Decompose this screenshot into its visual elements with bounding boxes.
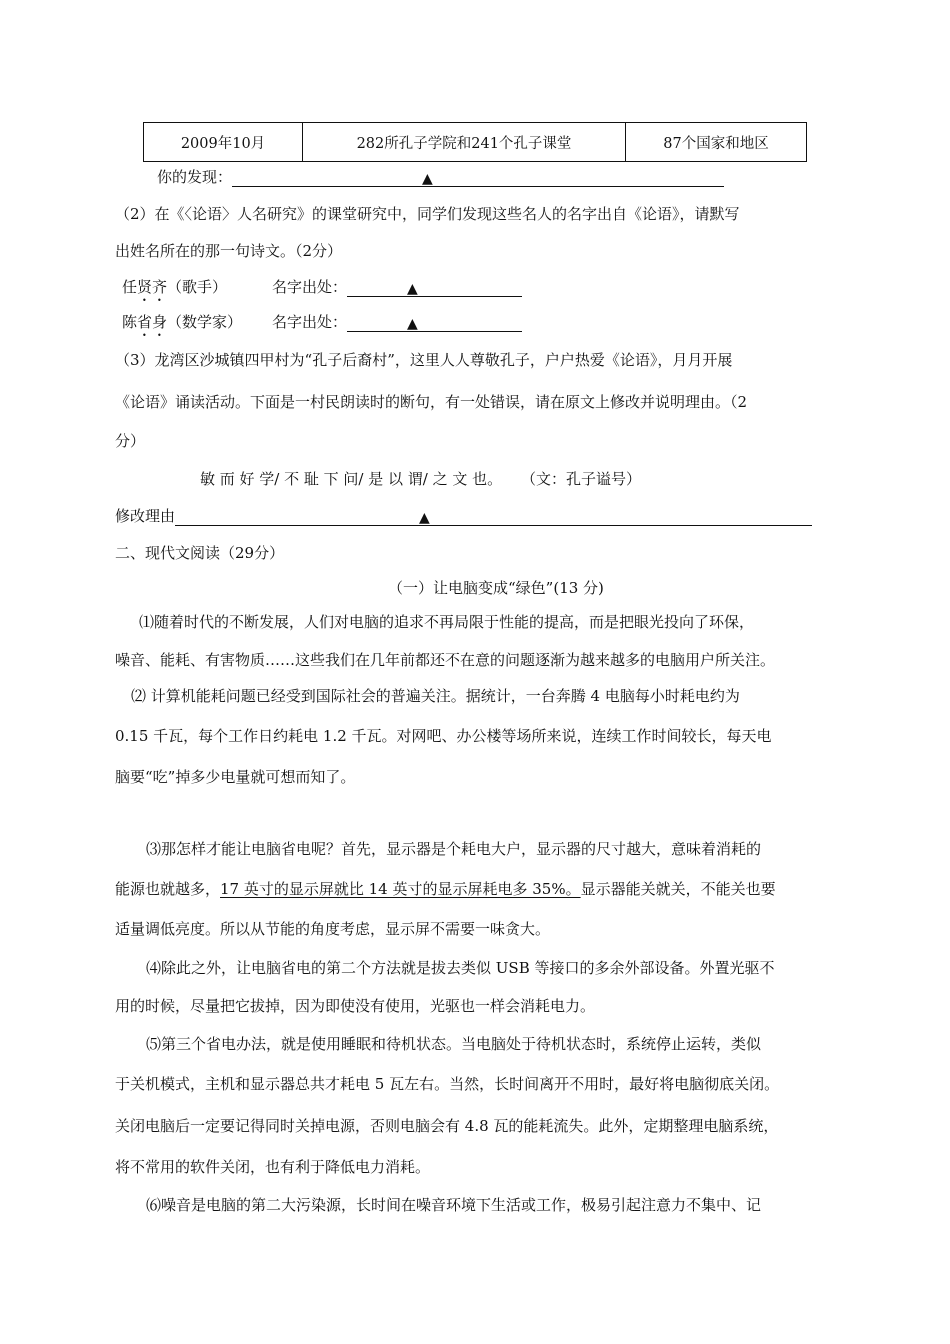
p4-line2: 用的时候，尽量把它拔掉，因为即使没有使用，光驱也一样会消耗电力。 xyxy=(115,997,596,1015)
p5-line3: 关闭电脑后一定要记得同时关掉电源，否则电脑会有 4.8 瓦的能耗流失。此外，定期整理电脑系统， xyxy=(115,1117,779,1135)
triangle-icon: ▲ xyxy=(407,281,418,297)
reason-label: 修改理由 xyxy=(115,507,176,525)
person2-given-name: 省身 xyxy=(137,313,168,331)
section2-subheading: （一）让电脑变成“绿色”(13 分) xyxy=(388,579,604,597)
p3-line2 xyxy=(115,878,776,899)
q3-sentence: 敏 而 好 学/ 不 耻 下 问/ 是 以 谓/ 之 文 也。 xyxy=(200,470,503,488)
p5-line2: 于关机模式，主机和显示器总共才耗电 5 瓦左右。当然，长时间离开不用时，最好将电脑彻底关闭。 xyxy=(115,1075,780,1093)
source2-answer-blank[interactable] xyxy=(347,315,522,332)
q3-line3: 分） xyxy=(115,432,146,450)
section2-heading: 二、现代文阅读（29分） xyxy=(115,544,285,562)
table-cell-institutes: 282所孔子学院和241个孔子课堂 xyxy=(303,123,626,162)
q2-line1: （2）在《〈论语〉人名研究》的课堂研究中，同学们发现这些名人的名字出自《论语》，请默写 xyxy=(115,205,740,223)
triangle-icon: ▲ xyxy=(419,510,430,526)
q2-person1-line xyxy=(122,276,227,305)
person1-given-name: 贤齐 xyxy=(137,278,168,296)
q3-line2: 《论语》诵读活动。下面是一村民朗读时的断句，有一处错误，请在原文上修改并说明理由。（2 xyxy=(115,393,748,411)
q2-source1 xyxy=(272,276,522,297)
discovery-answer-blank[interactable] xyxy=(232,170,724,187)
p3-line3: 适量调低亮度。所以从节能的角度考虑，显示屏不需要一味贪大。 xyxy=(115,920,551,938)
q3-line1: （3）龙湾区沙城镇四甲村为“孔子后裔村”，这里人人尊敬孔子，户户热爱《论语》，月月开展 xyxy=(115,351,733,369)
source-label: 名字出处： xyxy=(272,278,348,296)
q2-source2 xyxy=(272,311,522,332)
info-table xyxy=(143,122,807,162)
discovery-label: 你的发现： xyxy=(157,168,233,186)
p4-line1: ⑷除此之外，让电脑省电的第二个方法就是拔去类似 USB 等接口的多余外部设备。外置光驱不 xyxy=(146,959,775,977)
p3-line2-pre: 能源也就越多， xyxy=(115,880,221,898)
p1-line1: ⑴随着时代的不断发展，人们对电脑的追求不再局限于性能的提高，而是把眼光投向了环保， xyxy=(139,613,755,631)
person2-surname: 陈 xyxy=(122,313,138,331)
person1-note: （歌手） xyxy=(167,278,228,296)
reason-answer-blank[interactable] xyxy=(175,509,812,526)
p2-line2: 0.15 千瓦，每个工作日约耗电 1.2 千瓦。对网吧、办公楼等场所来说，连续工作时间较长，每天电 xyxy=(115,727,772,745)
table-row xyxy=(144,123,807,162)
discovery-line xyxy=(157,166,724,187)
p3-underlined-sentence: 17 英寸的显示屏就比 14 英寸的显示屏耗电多 35%。 xyxy=(220,880,581,898)
p5-line1: ⑸第三个省电办法，就是使用睡眠和待机状态。当电脑处于待机状态时，系统停止运转，类似 xyxy=(146,1035,762,1053)
p2-line3: 脑要“吃”掉多少电量就可想而知了。 xyxy=(115,768,356,786)
p6-line1: ⑹噪音是电脑的第二大污染源，长时间在噪音环境下生活或工作，极易引起注意力不集中、记 xyxy=(146,1196,762,1214)
source1-answer-blank[interactable] xyxy=(347,280,522,297)
p3-line2-post: 显示器能关就关，不能关也要 xyxy=(580,880,776,898)
p3-line1: ⑶那怎样才能让电脑省电呢？首先，显示器是个耗电大户，显示器的尺寸越大，意味着消耗的 xyxy=(146,840,762,858)
p5-line4: 将不常用的软件关闭，也有利于降低电力消耗。 xyxy=(115,1158,431,1176)
triangle-icon: ▲ xyxy=(407,316,418,332)
q3-sentence-line xyxy=(200,468,641,489)
q2-person2-line xyxy=(122,311,242,340)
table-cell-date: 2009年10月 xyxy=(144,123,303,162)
q3-sentence-note: （文：孔子谥号） xyxy=(520,470,641,488)
person2-note: （数学家） xyxy=(167,313,243,331)
person1-surname: 任 xyxy=(122,278,138,296)
q3-reason-line xyxy=(115,505,812,526)
source-label: 名字出处： xyxy=(272,313,348,331)
q2-line2: 出姓名所在的那一句诗文。（2分） xyxy=(115,242,343,260)
table-cell-countries: 87个国家和地区 xyxy=(626,123,807,162)
triangle-icon: ▲ xyxy=(422,171,433,187)
p1-line2: 噪音、能耗、有害物质……这些我们在几年前都还不在意的问题逐渐为越来越多的电脑用户所关注。 xyxy=(115,651,776,669)
p2-line1: ⑵ 计算机能耗问题已经受到国际社会的普遍关注。据统计，一台奔腾 4 电脑每小时耗电约为 xyxy=(131,687,740,705)
